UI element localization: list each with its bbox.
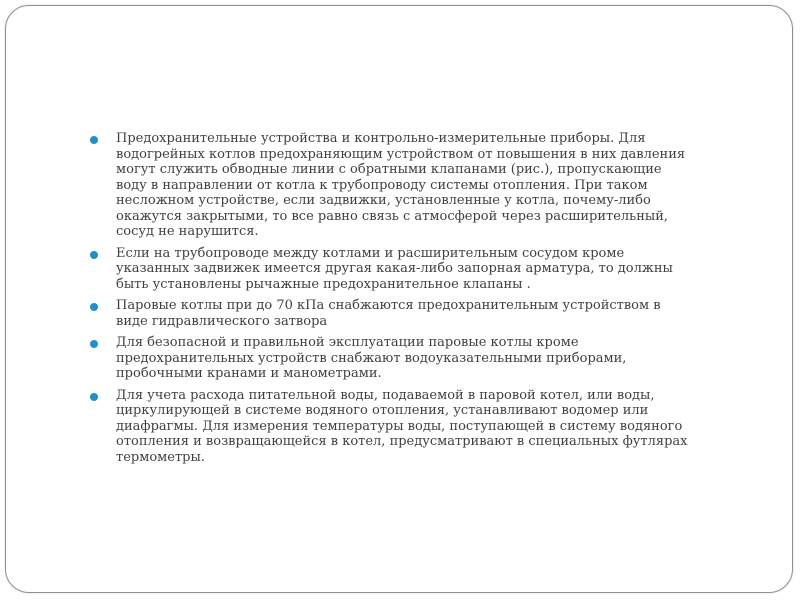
- slide-frame: [5, 5, 793, 593]
- bullet-text-5: Для учета расхода питательной воды, подаваемой в паровой котел, или воды, циркулирующей в системе водяного отопления, устанавливают водомер или диафрагмы. Для измерения температуры воды, поступающей в систему водяного отопления и возвращающейся в котел, предусматривают в специальных футлярах термометры.: [116, 387, 688, 465]
- bullet-icon: [90, 136, 98, 144]
- bullet-item-3: [116, 298, 764, 329]
- bullet-item-2: [116, 246, 764, 293]
- bullet-icon: [90, 251, 98, 259]
- bullet-item-4: [116, 335, 764, 382]
- bullet-list: [116, 131, 764, 471]
- bullet-item-1: [116, 131, 764, 240]
- bullet-icon: [90, 340, 98, 348]
- bullet-text-3: Паровые котлы при до 70 кПа снабжаются предохранительным устройством в виде гидравлического затвора: [116, 298, 661, 329]
- bullet-item-5: [116, 388, 764, 466]
- bullet-text-1: Предохранительные устройства и контрольно-измерительные приборы. Для водогрейных котлов предохраняющим устройством от повышения в них давления могут служить обводные линии с обратными клапанами (рис.), пропускающие воду в направлении от котла к трубопроводу системы отопления. При таком несложном устройстве, если задвижки, установленные у котла, почему-либо окажутся закрытыми, то все равно связь с атмосферой через расширительный, сосуд не нарушится.: [116, 131, 686, 239]
- bullet-text-4: Для безопасной и правильной эксплуатации паровые котлы кроме предохранительных устройств снабжают водоуказательными приборами, пробочными кранами и манометрами.: [116, 335, 627, 381]
- bullet-icon: [90, 393, 98, 401]
- bullet-text-2: Если на трубопроводе между котлами и расширительным сосудом кроме указанных задвижек имеется другая какая-либо запорная арматура, то должны быть установлены рычажные предохранительное клапаны .: [116, 245, 673, 292]
- bullet-icon: [90, 303, 98, 311]
